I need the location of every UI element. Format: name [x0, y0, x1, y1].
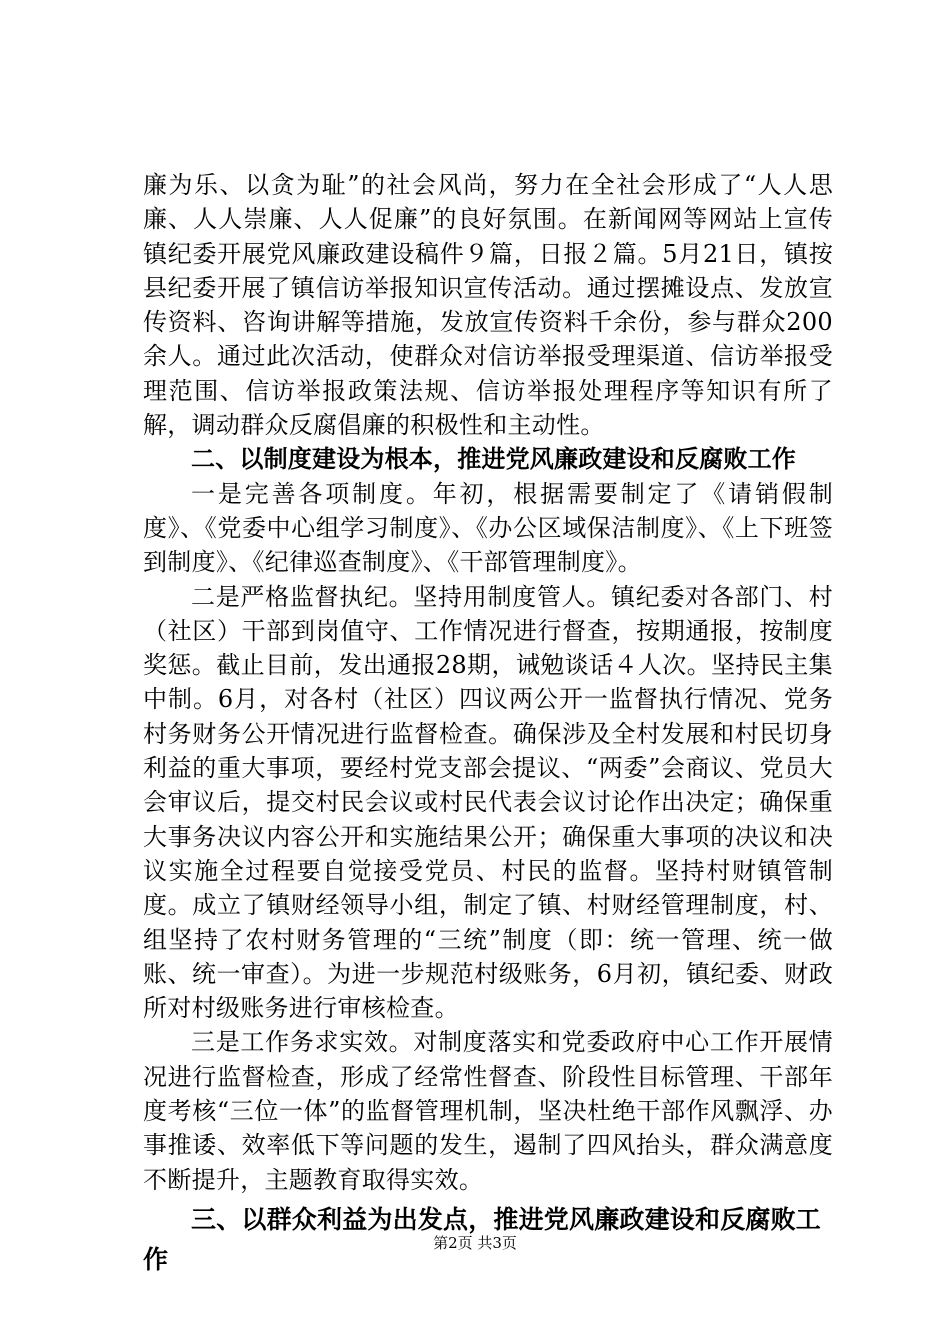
paragraph-supervision: 二是严格监督执纪。坚持用制度管人。镇纪委对各部门、村（社区）干部到岗值守、工作情况进行督查，按期通报，按制度奖惩。截止目前，发出通报28期，诫勉谈话４人次。坚持民主集中制。6月，对各村（社区）四议两公开一监督执行情况、党务村务财务公开情况进行监督检查。确保涉及全村发展和村民切身利益的重大事项，要经村党支部会提议、“两委”会商议、党员大会审议后，提交村民会议或村民代表会议讨论作出决定；确保重大事务决议内容公开和实施结果公开；确保重大事项的决议和决议实施全过程要自觉接受党员、村民的监督。坚持村财镇管制度。成立了镇财经领导小组，制定了镇、村财经管理制度，村、组坚持了农村财务管理的“三统”制度（即：统一管理、统一做账、统一审查）。为进一步规范村级账务，6月初，镇纪委、财政所对村级账务进行审核检查。	[143, 582, 833, 1023]
paragraph-effectiveness: 三是工作务求实效。对制度落实和党委政府中心工作开展情况进行监督检查，形成了经常性督查、阶段性目标管理、干部年度考核“三位一体”的监督管理机制，坚决杜绝干部作风飘浮、办事推诿、效率低下等问题的发生，遏制了四风抬头，群众满意度不断提升，主题教育取得实效。	[143, 1028, 833, 1194]
section-heading-3: 三、以群众利益为出发点，推进党风廉政建设和反腐败工作	[143, 1204, 822, 1274]
paragraph-publicity: 廉为乐、以贪为耻”的社会风尚，努力在全社会形成了“人人思廉、人人崇廉、人人促廉”的良好氛围。在新闻网等网站上宣传镇纪委开展党风廉政建设稿件９篇，日报２篇。5月21日，镇按县纪委开展了镇信访举报知识宣传活动。通过摆摊设点、发放宣传资料、咨询讲解等措施，发放宣传资料千余份，参与群众200余人。通过此次活动，使群众对信访举报受理渠道、信访举报受理范围、信访举报政策法规、信访举报处理程序等知识有所了解，调动群众反腐倡廉的积极性和主动性。	[143, 171, 833, 440]
document-body	[143, 168, 833, 1280]
section-heading-2: 二、以制度建设为根本，推进党风廉政建设和反腐败工作	[191, 445, 796, 474]
paragraph-rules: 一是完善各项制度。年初，根据需要制定了《请销假制度》、《党委中心组学习制度》、《办公区域保洁制度》、《上下班签到制度》、《纪律巡查制度》、《干部管理制度》。	[143, 479, 833, 577]
page-footer: 第2页 共3页	[433, 1234, 517, 1252]
